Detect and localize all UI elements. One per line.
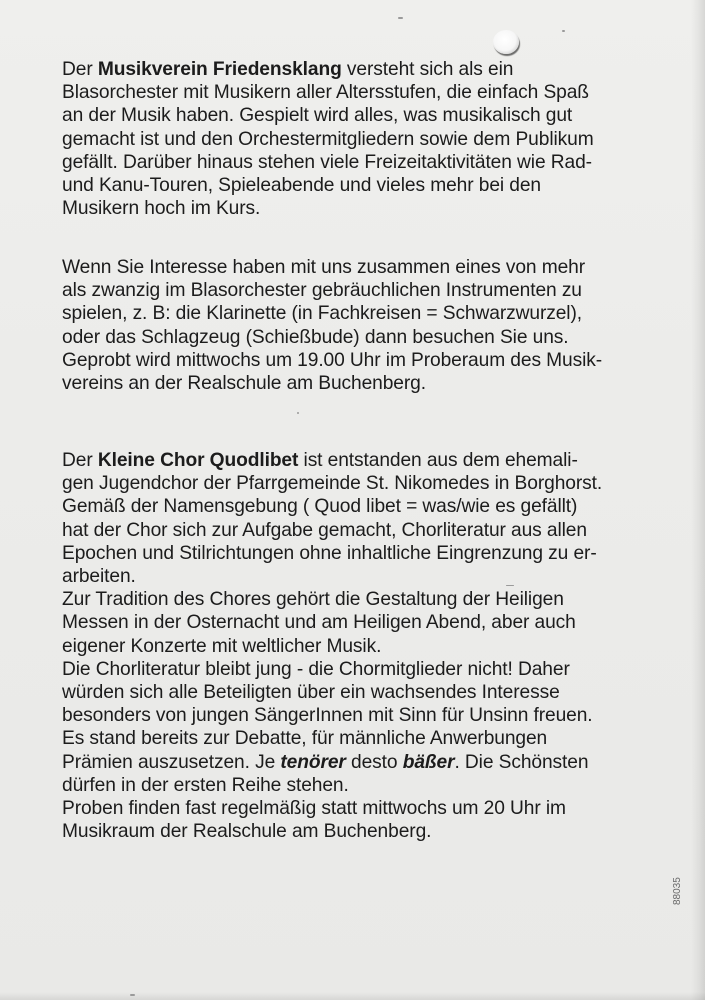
text-line: Musikern hoch im Kurs.: [62, 198, 261, 220]
text-line: Musikraum der Realschule am Buchenberg.: [62, 821, 432, 843]
paragraph-musikverein: [62, 58, 662, 220]
text-line: Epochen und Stilrichtungen ohne inhaltliche Eingrenzung zu er-: [62, 542, 597, 564]
text-line: Proben finden fast regelmäßig statt mittwochs um 20 Uhr im: [62, 798, 566, 820]
text-line: Die Chorliteratur bleibt jung - die Chormitglieder nicht! Daher: [62, 658, 570, 680]
text-line: Wenn Sie Interesse haben mit uns zusammen eines von mehr: [62, 257, 586, 278]
paper-speck: [130, 994, 135, 996]
page-bottom-shadow: [0, 992, 705, 1000]
text-line: gen Jugendchor der Pfarrgemeinde St. Nikomedes in Borghorst.: [62, 473, 603, 495]
text-line: besonders von jungen SängerInnen mit Sinn für Unsinn freuen.: [62, 705, 593, 727]
page-edge-shadow: [691, 0, 705, 1000]
paragraph-chor: [62, 449, 662, 843]
text-line: und Kanu-Touren, Spieleabende und vieles mehr bei den: [62, 175, 541, 197]
emphasis-word: tenörer: [280, 751, 346, 773]
text-line: Der Musikverein Friedensklang versteht sich als ein: [62, 59, 514, 80]
text-line: gemacht ist und den Orchestermitgliedern sowie dem Publikum: [62, 128, 594, 150]
page-code: 88035: [672, 877, 683, 905]
text-line: als zwanzig im Blasorchester gebräuchlichen Instrumenten zu: [62, 280, 582, 302]
text-line: Geprobt wird mittwochs um 19.00 Uhr im Proberaum des Musik-: [62, 349, 603, 371]
text-line: vereins an der Realschule am Buchenberg.: [62, 373, 426, 395]
paragraph-interesse: [62, 256, 662, 395]
paper-speck: [398, 17, 403, 19]
text-line: arbeiten.: [62, 566, 136, 588]
punch-hole-icon: [493, 30, 519, 54]
text-line: würden sich alle Beteiligten über ein wachsendes Interesse: [62, 682, 560, 704]
text-line: gefällt. Darüber hinaus stehen viele Freizeitaktivitäten wie Rad-: [62, 151, 592, 173]
text-line: Prämien auszusetzen. Je tenörer desto bäßer. Die Schönsten: [62, 751, 589, 773]
text-line: Zur Tradition des Chores gehört die Gestaltung der Heiligen: [62, 589, 564, 611]
emphasis-word: bäßer: [402, 751, 455, 773]
text-line: eigener Konzerte mit weltlicher Musik.: [62, 635, 382, 657]
paper-speck: [297, 412, 299, 414]
text-line: Es stand bereits zur Debatte, für männliche Anwerbungen: [62, 728, 548, 750]
band-name: Musikverein Friedensklang: [97, 59, 342, 80]
choir-name: Kleine Chor Quodlibet: [97, 450, 299, 471]
text-line: spielen, z. B: die Klarinette (in Fachkreisen = Schwarzwurzel),: [62, 303, 582, 325]
text-line: Der Kleine Chor Quodlibet ist entstanden aus dem ehemali-: [62, 450, 578, 471]
text-line: hat der Chor sich zur Aufgabe gemacht, Chorliteratur aus allen: [62, 519, 587, 541]
paper-speck: [562, 30, 565, 32]
text-line: Blasorchester mit Musikern aller Altersstufen, die einfach Spaß: [62, 82, 589, 104]
text-line: oder das Schlagzeug (Schießbude) dann besuchen Sie uns.: [62, 326, 569, 348]
text-line: an der Musik haben. Gespielt wird alles, was musikalisch gut: [62, 105, 573, 127]
text-line: dürfen in der ersten Reihe stehen.: [62, 774, 349, 796]
text-line: Gemäß der Namensgebung ( Quod libet = was/wie es gefällt): [62, 496, 578, 518]
text-line: Messen in der Osternacht und am Heiligen Abend, aber auch: [62, 612, 576, 634]
